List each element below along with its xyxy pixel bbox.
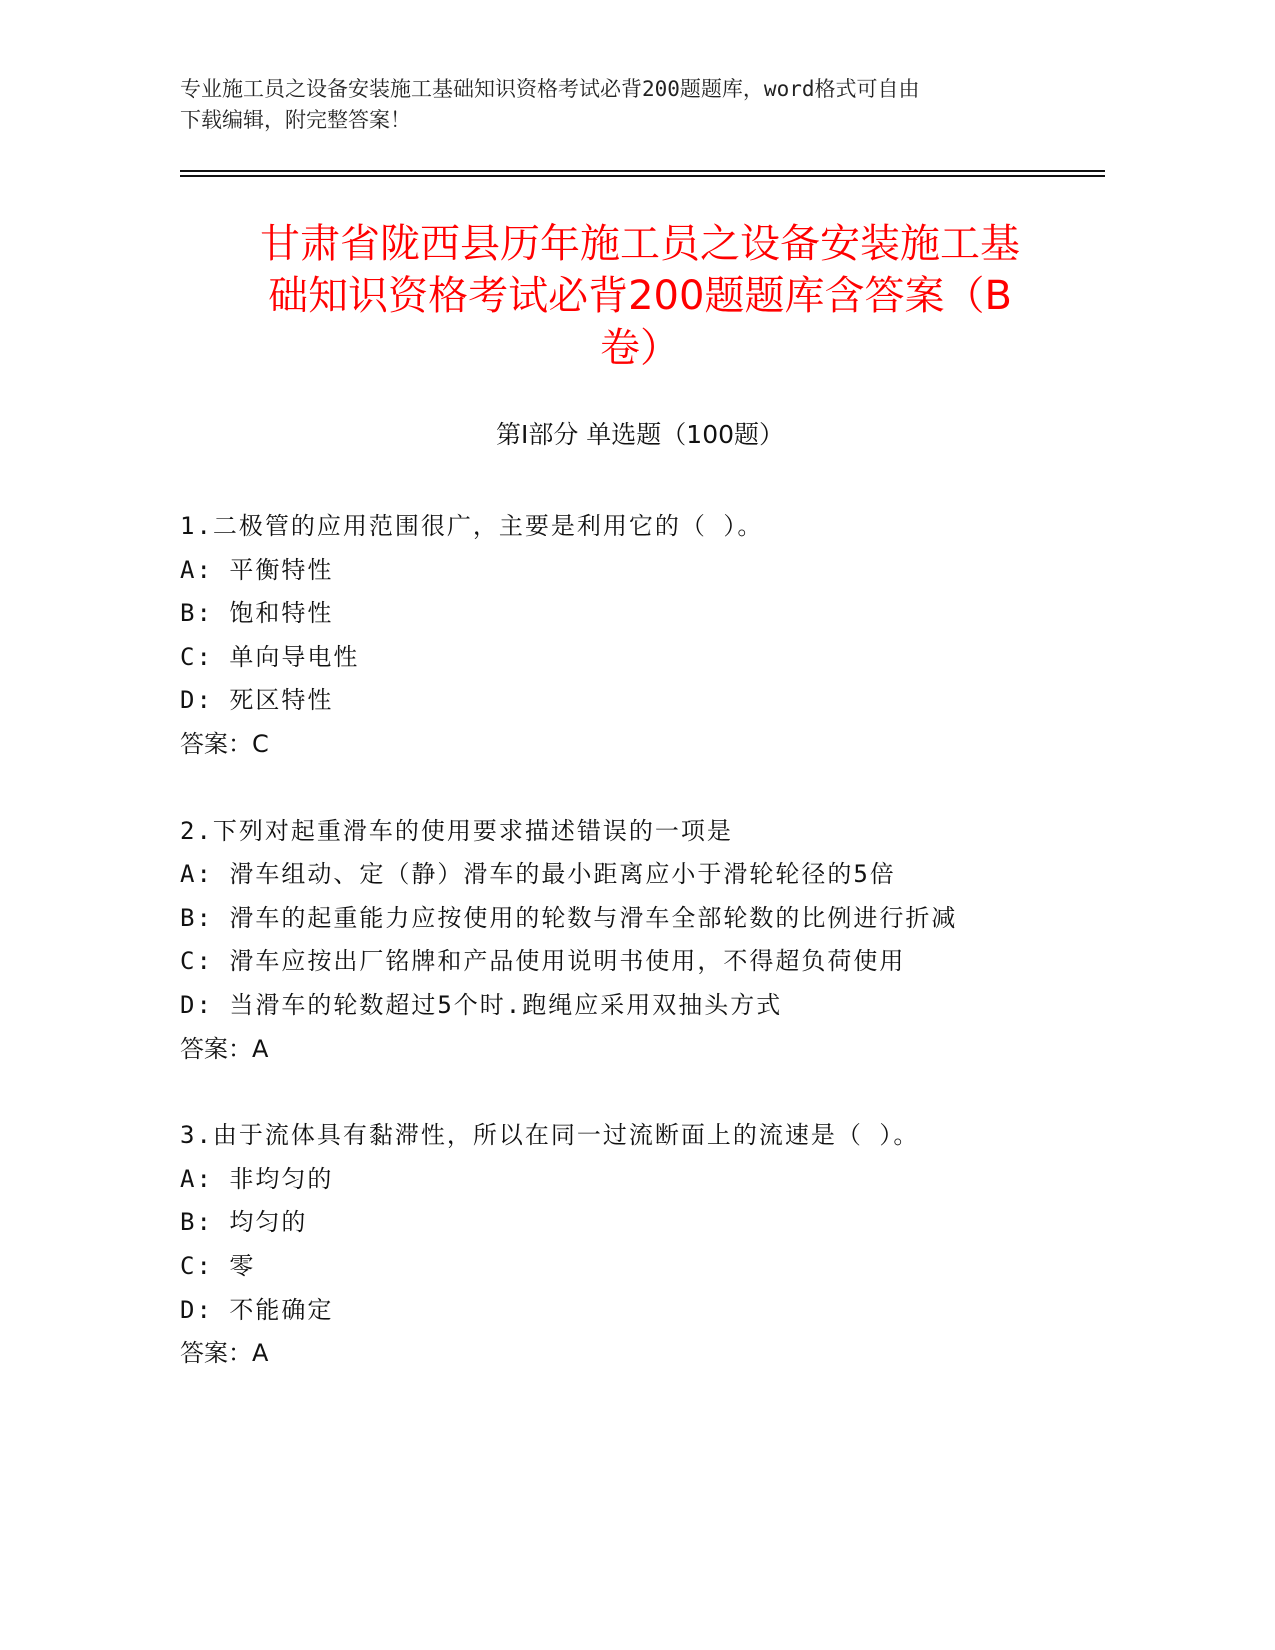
option-b: B: 均匀的: [180, 1208, 308, 1237]
option-c: C: 滑车应按出厂铭牌和产品使用说明书使用，不得超负荷使用: [180, 947, 906, 976]
section-heading: 第Ⅰ部分 单选题（100题）: [495, 420, 785, 449]
header-note-line-2: 下载编辑，附完整答案！: [180, 108, 411, 132]
question-3: [180, 1114, 1100, 1376]
question-stem: 2.下列对起重滑车的使用要求描述错误的一项是: [180, 816, 733, 845]
option-d: D: 死区特性: [180, 686, 334, 715]
option-d: D: 当滑车的轮数超过5个时.跑绳应采用双抽头方式: [180, 990, 783, 1019]
option-b: B: 滑车的起重能力应按使用的轮数与滑车全部轮数的比例进行折减: [180, 903, 958, 932]
document-title: [180, 218, 1100, 374]
header-note-line-1: 专业施工员之设备安装施工基础知识资格考试必背200题题库，word格式可自由: [180, 77, 920, 101]
option-c: C: 零: [180, 1251, 256, 1280]
answer: 答案：A: [180, 1339, 269, 1368]
question-list: [180, 505, 1100, 1419]
document-title-line-3: 卷）: [600, 325, 680, 371]
option-d: D: 不能确定: [180, 1295, 334, 1324]
option-b: B: 饱和特性: [180, 599, 334, 628]
option-a: A: 滑车组动、定（静）滑车的最小距离应小于滑轮轮径的5倍: [180, 860, 896, 889]
option-a: A: 平衡特性: [180, 555, 334, 584]
document-title-line-2: 础知识资格考试必背200题题库含答案（B: [268, 273, 1012, 319]
document-title-line-1: 甘肃省陇西县历年施工员之设备安装施工基: [260, 221, 1020, 267]
header-divider-top: [180, 170, 1105, 172]
question-1: [180, 505, 1100, 767]
answer: 答案：A: [180, 1034, 269, 1063]
header-divider-bottom: [180, 175, 1105, 177]
answer: 答案：C: [180, 729, 269, 758]
header-note: [180, 74, 1060, 136]
question-2: [180, 810, 1100, 1072]
option-a: A: 非均匀的: [180, 1164, 334, 1193]
question-stem: 3.由于流体具有黏滞性，所以在同一过流断面上的流速是（ ）。: [180, 1121, 920, 1150]
option-c: C: 单向导电性: [180, 642, 360, 671]
question-stem: 1.二极管的应用范围很广，主要是利用它的（ ）。: [180, 512, 764, 540]
